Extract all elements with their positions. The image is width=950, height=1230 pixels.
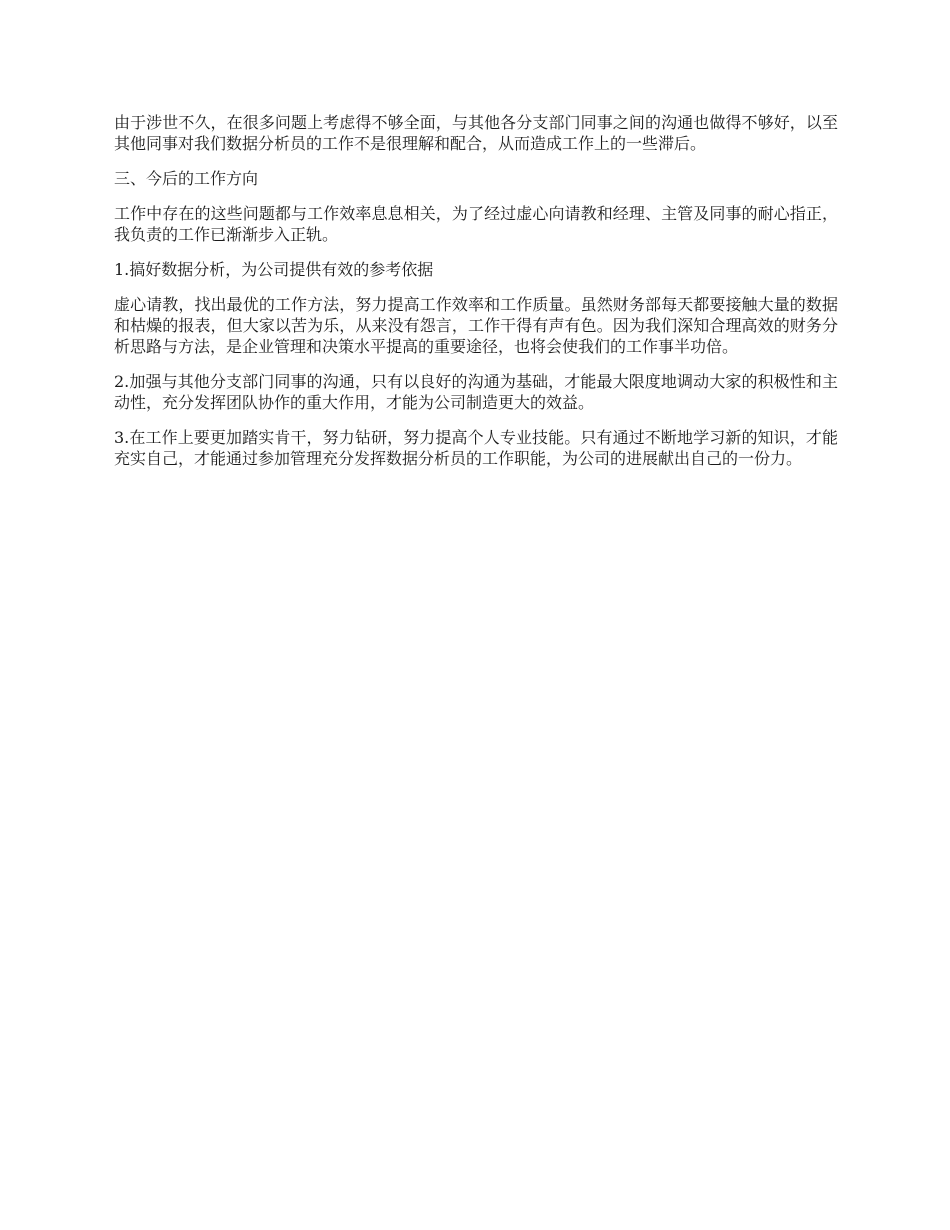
paragraph-efficiency-intro: 工作中存在的这些问题都与工作效率息息相关，为了经过虚心向请教和经理、主管及同事的耐心指正，我负责的工作已渐渐步入正轨。 [114, 204, 838, 244]
section-heading-future-direction: 三、今后的工作方向 [114, 169, 259, 188]
paragraph-work-method: 虚心请教，找出最优的工作方法，努力提高工作效率和工作质量。虽然财务部每天都要接触大量的数据和枯燥的报表，但大家以苦为乐，从来没有怨言，工作干得有声有色。因为我们深知合理高效的财务分析思路与方法，是企业管理和决策水平提高的重要途径，也将会使我们的工作事半功倍。 [114, 295, 838, 356]
paragraph-strengthen-communication: 2.加强与其他分支部门同事的沟通，只有以良好的沟通为基础，才能最大限度地调动大家的积极性和主动性，充分发挥团队协作的重大作用，才能为公司制造更大的效益。 [114, 372, 838, 412]
paragraph-communication-issues: 由于涉世不久，在很多问题上考虑得不够全面，与其他各分支部门同事之间的沟通也做得不够好，以至其他同事对我们数据分析员的工作不是很理解和配合，从而造成工作上的一些滞后。 [114, 113, 838, 153]
item-heading-data-analysis: 1.搞好数据分析，为公司提供有效的参考依据 [114, 260, 434, 279]
document-body [114, 112, 838, 483]
paragraph-professional-skills: 3.在工作上要更加踏实肯干，努力钻研，努力提高个人专业技能。只有通过不断地学习新的知识，才能充实自己，才能通过参加管理充分发挥数据分析员的工作职能，为公司的进展献出自己的一份力。 [114, 428, 838, 468]
